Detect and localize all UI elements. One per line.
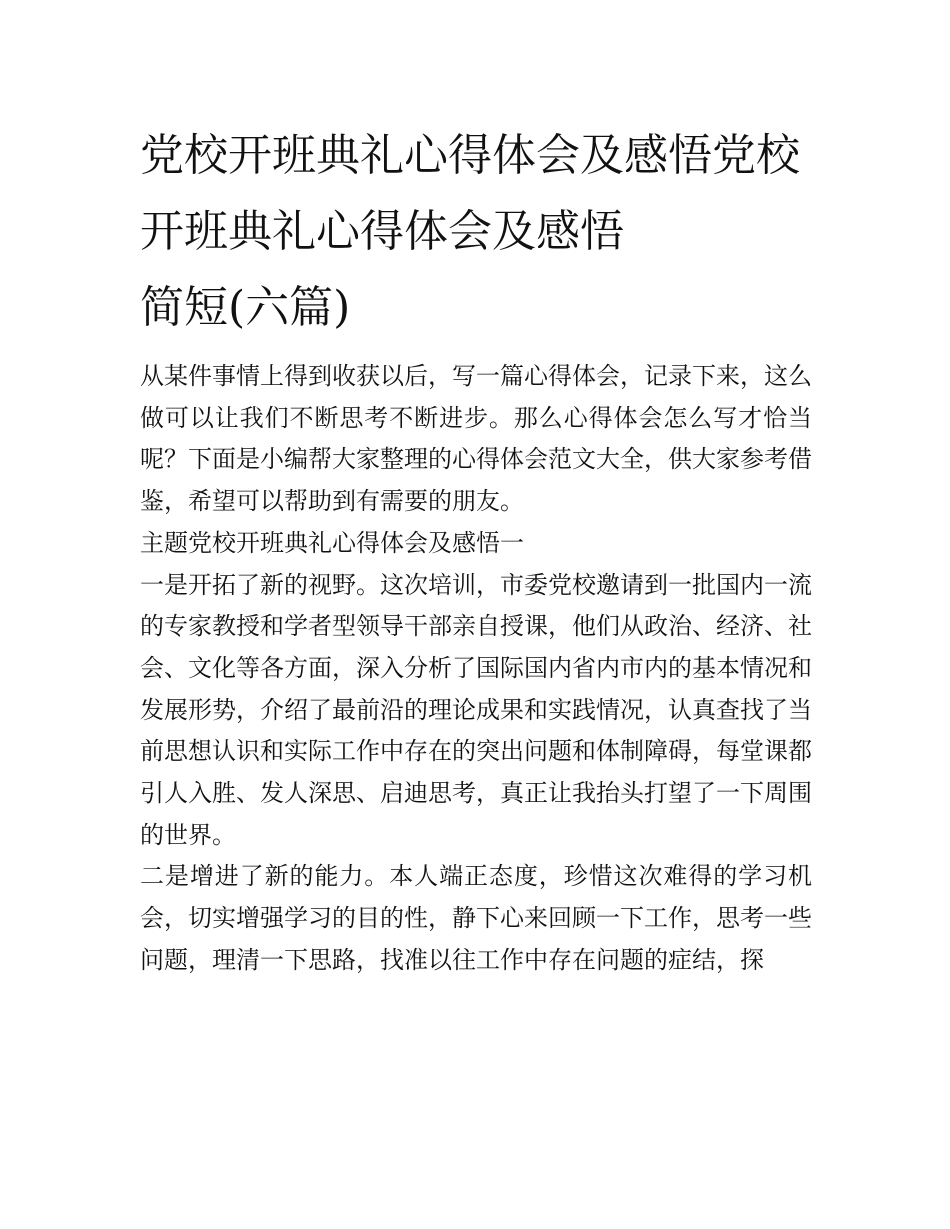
document-body [140, 356, 812, 982]
body-paragraph-1: 一是开拓了新的视野。这次培训，市委党校邀请到一批国内一流的专家教授和学者型领导干部亲自授课，他们从政治、经济、社会、文化等各方面，深入分析了国际国内省内市内的基本情况和发展形势，介绍了最前沿的理论成果和实践情况，认真查找了当前思想认识和实际工作中存在的突出问题和体制障碍，每堂课都引人入胜、发人深思、启迪思考，真正让我抬头打望了一下周围的世界。 [140, 570, 812, 849]
document-title: 党校开班典礼心得体会及感悟党校开班典礼心得体会及感悟 简短(六篇) [140, 130, 800, 333]
body-paragraph-2: 二是增进了新的能力。本人端正态度，珍惜这次难得的学习机会，切实增强学习的目的性，静下心来回顾一下工作，思考一些问题，理清一下思路，找准以往工作中存在问题的症结，探 [140, 862, 812, 974]
document-content [140, 118, 812, 982]
intro-paragraph: 从某件事情上得到收获以后，写一篇心得体会，记录下来，这么做可以让我们不断思考不断进步。那么心得体会怎么写才恰当呢？下面是小编帮大家整理的心得体会范文大全，供大家参考借鉴，希望可以帮助到有需要的朋友。 [140, 362, 812, 516]
section-heading: 主题党校开班典礼心得体会及感悟一 [140, 528, 524, 557]
